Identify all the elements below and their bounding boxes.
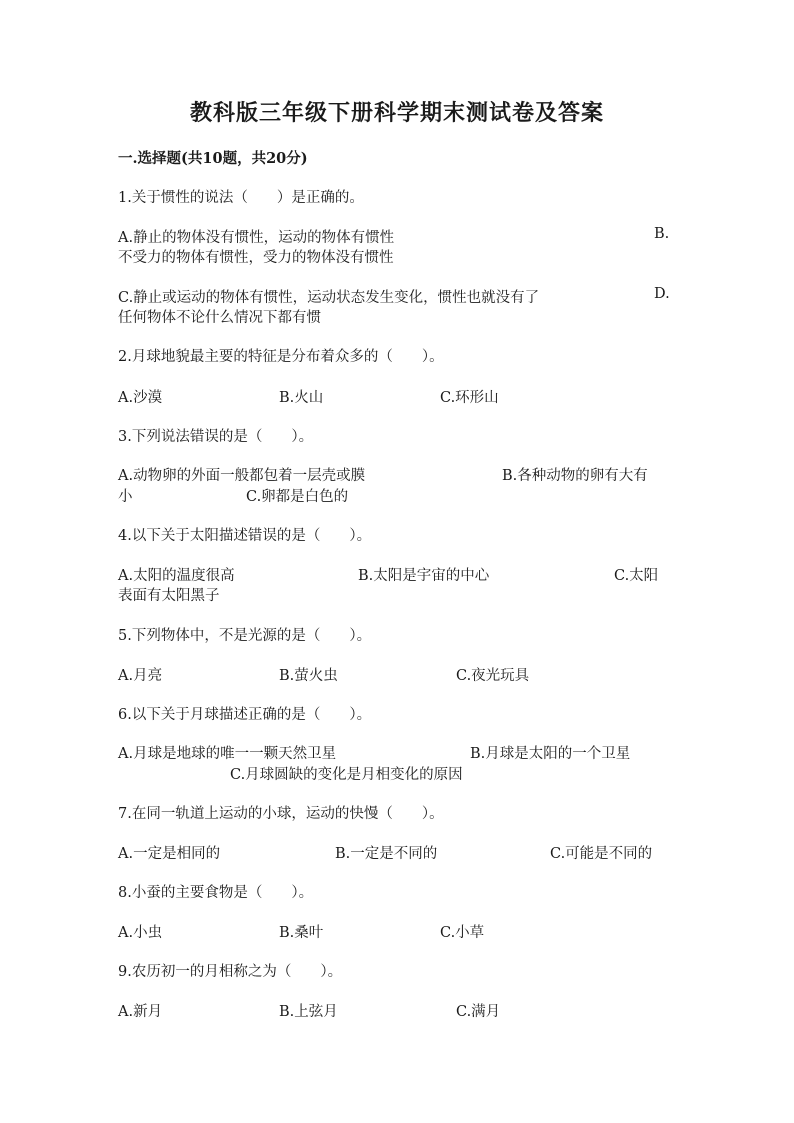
question-5-option-c: C.夜光玩具 [456,668,530,684]
question-1-stem: 1.关于惯性的说法（ ）是正确的。 [118,190,364,206]
question-4-option-c-cont: 表面有太阳黑子 [118,588,220,604]
question-6-option-a: A.月球是地球的唯一一颗天然卫星 [118,746,337,762]
question-1-option-c: C.静止或运动的物体有惯性，运动状态发生变化，惯性也就没有了 [118,290,540,306]
question-9-option-b: B.上弦月 [279,1004,338,1020]
question-3-option-a: A.动物卵的外面一般都包着一层壳或膜 [118,468,366,484]
page-title: 教科版三年级下册科学期末测试卷及答案 [189,100,604,126]
question-6-option-b: B.月球是太阳的一个卫星 [470,746,631,762]
question-8-option-c: C.小草 [440,925,485,941]
question-9-option-c: C.满月 [456,1004,501,1020]
section-heading: 一.选择题(共10题，共20分) [118,150,308,167]
question-4-option-b: B.太阳是宇宙的中心 [358,568,490,584]
question-8-option-b: B.桑叶 [279,925,324,941]
question-7-option-c: C.可能是不同的 [550,846,653,862]
question-3-option-b: B.各种动物的卵有大有 [502,468,648,484]
question-4-stem: 4.以下关于太阳描述错误的是（ ）。 [118,528,372,544]
question-3-option-b-cont: 小 [118,489,133,505]
question-4-option-a: A.太阳的温度很高 [118,568,235,584]
question-6-option-c: C.月球圆缺的变化是月相变化的原因 [230,767,463,783]
question-5-stem: 5.下列物体中，不是光源的是（ ）。 [118,628,372,644]
question-2-option-b: B.火山 [279,390,324,406]
question-1-option-b-marker: B. [654,226,670,242]
question-8-stem: 8.小蚕的主要食物是（ ）。 [118,885,314,901]
question-4-option-c: C.太阳 [614,568,659,584]
question-3-stem: 3.下列说法错误的是（ ）。 [118,429,314,445]
question-1-option-d-marker: D. [654,286,670,302]
question-3-option-c: C.卵都是白色的 [246,489,349,505]
question-1-option-b: 不受力的物体有惯性，受力的物体没有惯性 [118,250,394,266]
question-2-option-a: A.沙漠 [118,390,163,406]
question-8-option-a: A.小虫 [118,925,163,941]
question-7-option-b: B.一定是不同的 [335,846,438,862]
question-2-option-c: C.环形山 [440,390,499,406]
question-5-option-a: A.月亮 [118,668,163,684]
question-7-stem: 7.在同一轨道上运动的小球，运动的快慢（ ）。 [118,806,444,822]
question-9-option-a: A.新月 [118,1004,163,1020]
question-1-option-d: 任何物体不论什么情况下都有惯 [118,310,321,326]
question-7-option-a: A.一定是相同的 [118,846,221,862]
question-9-stem: 9.农历初一的月相称之为（ ）。 [118,964,343,980]
question-5-option-b: B.萤火虫 [279,668,338,684]
question-2-stem: 2.月球地貌最主要的特征是分布着众多的（ ）。 [118,349,444,365]
question-1-option-a: A.静止的物体没有惯性，运动的物体有惯性 [118,230,395,246]
question-6-stem: 6.以下关于月球描述正确的是（ ）。 [118,707,372,723]
